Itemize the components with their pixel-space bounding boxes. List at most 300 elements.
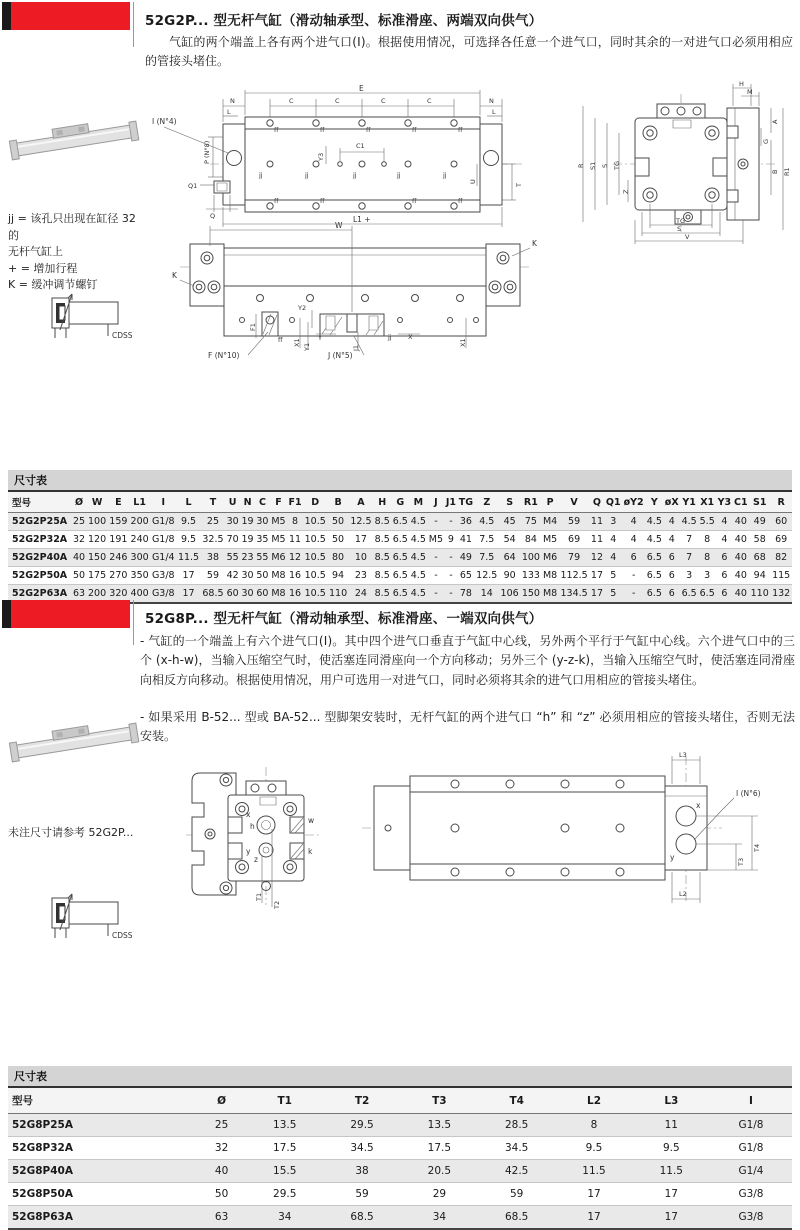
drawing-top-view-52g2p — [150, 82, 530, 234]
table-cell: 4.5 — [409, 585, 427, 604]
table-cell: 70 — [225, 531, 240, 549]
reference-note: 未注尺寸请参考 52G2P... — [8, 826, 134, 839]
port-label: y — [670, 853, 675, 862]
table-row — [8, 1206, 792, 1230]
dim-label: ff — [412, 126, 417, 134]
table-cell: 4 — [604, 531, 622, 549]
dim-label: jj — [443, 171, 447, 179]
table-cell: 5 — [604, 567, 622, 585]
table-cell: 4 — [604, 549, 622, 567]
product-photo-rodless-cylinder — [6, 700, 142, 778]
table-cell: M5 — [270, 531, 287, 549]
table-cell: 19 — [240, 531, 255, 549]
table-cell: 400 — [129, 585, 150, 604]
column-header: R1 — [520, 492, 541, 513]
table-cell: 4.5 — [475, 513, 499, 531]
table-cell: 100 — [86, 513, 107, 531]
table-cell: 34 — [401, 1206, 478, 1230]
table-cell: G1/8 — [710, 1137, 792, 1160]
marker-red-bar — [11, 600, 130, 628]
table-cell: 30 — [255, 513, 270, 531]
table-cell: M8 — [542, 585, 559, 604]
table-cell: 40 — [733, 513, 749, 531]
table-cell: 32 — [197, 1137, 246, 1160]
table-cell: 90 — [499, 567, 520, 585]
column-header: L1 — [129, 492, 150, 513]
table-cell: 32 — [72, 531, 87, 549]
table-cell: 5 — [604, 585, 622, 604]
dim-label: Y2 — [298, 304, 307, 312]
table-cell: 6.5 — [391, 585, 409, 604]
table-cell: 38 — [201, 549, 225, 567]
table-cell: G3/8 — [150, 567, 176, 585]
table-cell: 9.5 — [176, 531, 200, 549]
dim-label: T — [515, 183, 523, 187]
table-cell: 52G8P32A — [8, 1137, 197, 1160]
table-cell: 100 — [520, 549, 541, 567]
table-cell: 40 — [733, 531, 749, 549]
table-cell: 40 — [733, 549, 749, 567]
column-header: G — [391, 492, 409, 513]
table-cell: 17 — [176, 585, 200, 604]
dim-label: Q1 — [188, 182, 198, 190]
marker-divider-line — [133, 600, 134, 645]
table-cell: 16 — [287, 585, 303, 604]
table-cell: 42.5 — [478, 1160, 555, 1183]
table-cell: M5 — [542, 531, 559, 549]
cdss-sensor-pictogram — [42, 890, 142, 945]
table-cell: 106 — [499, 585, 520, 604]
dim-label: C1 — [356, 142, 365, 150]
table-row — [8, 1137, 792, 1160]
table-cell: 9.5 — [555, 1137, 632, 1160]
column-header: V — [559, 492, 590, 513]
table-cell: 59 — [323, 1183, 400, 1206]
table-cell: 35 — [255, 531, 270, 549]
table-cell: 17 — [590, 585, 605, 604]
table-cell: 11 — [590, 531, 605, 549]
dim-label: jj — [259, 171, 263, 179]
table-cell: G1/8 — [150, 513, 176, 531]
column-header: T4 — [478, 1088, 555, 1114]
table-header-row — [8, 492, 792, 513]
table-cell: 52G8P40A — [8, 1160, 197, 1183]
table-cell: 40 — [733, 585, 749, 604]
dimension-table-block-52g8p — [8, 1066, 792, 1230]
table-cell: 60 — [770, 513, 792, 531]
table-cell: 38 — [323, 1160, 400, 1183]
table-cell: 3 — [604, 513, 622, 531]
table-cell: 12 — [287, 549, 303, 567]
port-label: x — [696, 801, 701, 810]
column-header: TG — [457, 492, 474, 513]
table-cell: 13.5 — [401, 1114, 478, 1137]
dim-label: jj — [397, 171, 401, 179]
dim-label: jj — [388, 333, 392, 341]
drawing-top-view-52g8p — [350, 748, 790, 910]
dim-label: G — [762, 138, 770, 144]
table-cell: M8 — [542, 567, 559, 585]
column-header: N — [240, 492, 255, 513]
table-cell: 9 — [445, 531, 458, 549]
dim-label: F (N°10) — [208, 351, 240, 360]
dim-label: M — [747, 88, 753, 96]
column-header: D — [303, 492, 327, 513]
table-cell: 4 — [663, 513, 680, 531]
column-header: F1 — [287, 492, 303, 513]
dimension-table-52g8p — [8, 1088, 792, 1230]
table-cell: 30 — [240, 567, 255, 585]
dim-label: T4 — [753, 843, 761, 852]
table-row — [8, 1183, 792, 1206]
dim-label: N — [230, 97, 235, 105]
dim-label: S1 — [589, 161, 597, 170]
dim-label: V — [685, 233, 690, 241]
table-cell: 15.5 — [246, 1160, 323, 1183]
table-cell: 75 — [520, 513, 541, 531]
table-cell: G1/8 — [150, 531, 176, 549]
table-row — [8, 549, 792, 567]
port-label: h — [250, 822, 255, 831]
cdss-label: CDSS — [112, 331, 133, 340]
column-header: H — [373, 492, 391, 513]
table-cell: 112.5 — [559, 567, 590, 585]
table-cell: 11 — [590, 513, 605, 531]
table-cell: 4.5 — [409, 531, 427, 549]
column-header: L — [176, 492, 200, 513]
table-cell: - — [622, 585, 645, 604]
column-header: E — [108, 492, 129, 513]
table-cell: 42 — [225, 567, 240, 585]
table-cell: G3/8 — [710, 1206, 792, 1230]
column-header: J — [427, 492, 444, 513]
table-cell: 17 — [590, 567, 605, 585]
dim-label: ff — [458, 197, 463, 205]
table-cell: - — [427, 585, 444, 604]
dim-label: TG — [676, 217, 686, 225]
table-cell: 50 — [197, 1183, 246, 1206]
table-cell: 7 — [680, 531, 698, 549]
table-cell: 132 — [770, 585, 792, 604]
table-cell: 63 — [72, 585, 87, 604]
table-cell: 175 — [86, 567, 107, 585]
column-header: L2 — [555, 1088, 632, 1114]
dimension-table-52g2p — [8, 492, 792, 604]
dim-label: R — [577, 163, 585, 168]
dim-label: C — [427, 97, 432, 105]
table-cell: 52G2P25A — [8, 513, 72, 531]
column-header: 型号 — [8, 1088, 197, 1114]
table-cell: 10.5 — [303, 567, 327, 585]
table-cell: 59 — [478, 1183, 555, 1206]
table-cell: 4.5 — [645, 513, 663, 531]
column-header: U — [225, 492, 240, 513]
table-cell: 52G8P50A — [8, 1183, 197, 1206]
port-label: z — [254, 855, 258, 864]
table-cell: 11 — [287, 531, 303, 549]
table-cell: 52G2P63A — [8, 585, 72, 604]
table-header-row — [8, 1088, 792, 1114]
table-cell: 50 — [72, 567, 87, 585]
table-cell: 6.5 — [391, 531, 409, 549]
table-cell: 29 — [401, 1183, 478, 1206]
table-cell: 49 — [749, 513, 770, 531]
table-cell: 52G2P40A — [8, 549, 72, 567]
table-cell: 50 — [255, 567, 270, 585]
table-cell: 246 — [108, 549, 129, 567]
table-cell: 12 — [590, 549, 605, 567]
dim-label: L3 — [679, 751, 687, 759]
table-cell: 34.5 — [323, 1137, 400, 1160]
table-cell: M8 — [270, 567, 287, 585]
table-cell: 8 — [698, 549, 716, 567]
table-cell: - — [427, 513, 444, 531]
dim-label: Z — [622, 189, 630, 194]
table-cell: 28.5 — [478, 1114, 555, 1137]
table-cell: 8.5 — [373, 567, 391, 585]
dim-label: L — [492, 108, 496, 116]
table-cell: 115 — [770, 567, 792, 585]
port-label: k — [308, 847, 313, 856]
dim-label: U — [469, 179, 477, 184]
dim-label: Y3 — [317, 152, 325, 161]
table-cell: 8.5 — [373, 585, 391, 604]
table-cell: 4.5 — [645, 531, 663, 549]
column-header: I — [710, 1088, 792, 1114]
table-cell: 8.5 — [373, 531, 391, 549]
table-cell: 59 — [559, 513, 590, 531]
table-cell: - — [427, 567, 444, 585]
table-cell: 25 — [201, 513, 225, 531]
column-header: S1 — [749, 492, 770, 513]
table-cell: 4 — [622, 531, 645, 549]
table-cell: 68.5 — [323, 1206, 400, 1230]
table-cell: M8 — [270, 585, 287, 604]
table-cell: 17 — [555, 1206, 632, 1230]
table-cell: 6.5 — [391, 513, 409, 531]
column-header: C1 — [733, 492, 749, 513]
table-cell: M5 — [270, 513, 287, 531]
table-cell: 6 — [716, 585, 732, 604]
dim-label: TG — [613, 160, 621, 170]
table-cell: 6.5 — [645, 585, 663, 604]
dim-label: ff — [274, 197, 279, 205]
table-cell: 6.5 — [391, 567, 409, 585]
dim-label: X1 — [293, 338, 301, 347]
column-header: Y — [645, 492, 663, 513]
table-cell: G1/4 — [150, 549, 176, 567]
table-cell: 80 — [327, 549, 348, 567]
column-header: T1 — [246, 1088, 323, 1114]
table-cell: 6 — [663, 567, 680, 585]
table-cell: 17 — [633, 1206, 710, 1230]
dim-label: C — [289, 97, 294, 105]
table-cell: 12.5 — [475, 567, 499, 585]
table-cell: 150 — [86, 549, 107, 567]
table-cell: 6 — [663, 585, 680, 604]
table-cell: 10.5 — [303, 513, 327, 531]
table-cell: 40 — [197, 1160, 246, 1183]
table-row — [8, 1160, 792, 1183]
column-header: B — [327, 492, 348, 513]
table-cell: 34.5 — [478, 1137, 555, 1160]
table-cell: 133 — [520, 567, 541, 585]
table-cell: 32.5 — [201, 531, 225, 549]
table-cell: 6 — [663, 549, 680, 567]
table-cell: - — [427, 549, 444, 567]
dim-label: I (N°6) — [736, 789, 761, 798]
table-caption: 尺寸表 — [8, 1066, 792, 1088]
table-cell: - — [445, 585, 458, 604]
column-header: Ø — [72, 492, 87, 513]
table-cell: 14 — [475, 585, 499, 604]
table-cell: 25 — [72, 513, 87, 531]
table-cell: 8 — [555, 1114, 632, 1137]
table-cell: 4.5 — [409, 549, 427, 567]
table-cell: 6.5 — [645, 549, 663, 567]
table-cell: 19 — [240, 513, 255, 531]
table-cell: 8 — [698, 531, 716, 549]
table-cell: 6 — [716, 549, 732, 567]
table-cell: 23 — [240, 549, 255, 567]
drawing-end-view-52g8p — [180, 755, 330, 910]
table-cell: 4.5 — [409, 567, 427, 585]
table-row — [8, 531, 792, 549]
dim-label: T2 — [273, 900, 281, 909]
table-cell: M4 — [542, 513, 559, 531]
product-photo-rodless-cylinder — [6, 98, 142, 176]
table-cell: 54 — [499, 531, 520, 549]
table-cell: 65 — [457, 567, 474, 585]
dim-label: J1 — [352, 344, 360, 351]
column-header: T3 — [401, 1088, 478, 1114]
table-cell: 9.5 — [176, 513, 200, 531]
table-cell: 300 — [129, 549, 150, 567]
column-header: C — [255, 492, 270, 513]
table-cell: - — [445, 513, 458, 531]
column-header: I — [150, 492, 176, 513]
column-header: 型号 — [8, 492, 72, 513]
table-cell: 11 — [633, 1114, 710, 1137]
column-header: Y1 — [680, 492, 698, 513]
table-cell: 7 — [680, 549, 698, 567]
table-cell: 6 — [622, 549, 645, 567]
table-cell: G3/8 — [150, 585, 176, 604]
table-cell: 3 — [680, 567, 698, 585]
table-cell: 6 — [716, 567, 732, 585]
dim-label: I (N°4) — [152, 117, 177, 126]
column-header: Q1 — [604, 492, 622, 513]
table-cell: 4 — [716, 531, 732, 549]
dim-label: J (N°5) — [328, 351, 353, 360]
dim-label: S — [601, 163, 609, 168]
table-cell: 17.5 — [246, 1137, 323, 1160]
table-row — [8, 567, 792, 585]
table-cell: 7.5 — [475, 549, 499, 567]
table-cell: 6.5 — [680, 585, 698, 604]
column-header: X1 — [698, 492, 716, 513]
table-cell: 84 — [520, 531, 541, 549]
table-cell: 78 — [457, 585, 474, 604]
table-cell: 7.5 — [475, 531, 499, 549]
table-cell: 17 — [349, 531, 373, 549]
dim-label: ff — [274, 126, 279, 134]
port-label: x — [246, 810, 251, 819]
port-label: y — [246, 847, 251, 856]
table-cell: 159 — [108, 513, 129, 531]
table-row — [8, 1114, 792, 1137]
dim-label: A — [771, 119, 779, 124]
dim-label: ff — [366, 126, 371, 134]
table-cell: 5.5 — [698, 513, 716, 531]
table-cell: 13.5 — [246, 1114, 323, 1137]
table-cell: 52G2P50A — [8, 567, 72, 585]
table-cell: 150 — [520, 585, 541, 604]
dim-label: K — [532, 239, 537, 248]
table-cell: 350 — [129, 567, 150, 585]
column-header: P — [542, 492, 559, 513]
dim-label: R1 — [783, 167, 791, 176]
dim-label: F1 — [249, 323, 257, 331]
table-cell: 191 — [108, 531, 129, 549]
table-cell: 17 — [555, 1183, 632, 1206]
table-cell: 59 — [201, 567, 225, 585]
dim-label: S — [677, 225, 682, 233]
dim-label: Q — [210, 212, 216, 220]
table-cell: - — [622, 567, 645, 585]
table-cell: 30 — [240, 585, 255, 604]
table-cell: 17 — [633, 1183, 710, 1206]
table-cell: - — [445, 567, 458, 585]
dimension-table-block-52g2p — [8, 470, 792, 604]
table-cell: 50 — [327, 513, 348, 531]
dim-label: C — [335, 97, 340, 105]
table-cell: 52G8P25A — [8, 1114, 197, 1137]
table-cell: 17 — [176, 567, 200, 585]
table-cell: 270 — [108, 567, 129, 585]
dim-label: ff — [320, 126, 325, 134]
table-cell: 11.5 — [555, 1160, 632, 1183]
table-row — [8, 513, 792, 531]
table-cell: 68 — [749, 549, 770, 567]
dim-label: L — [227, 108, 231, 116]
table-cell: 120 — [86, 531, 107, 549]
table-cell: 10.5 — [303, 531, 327, 549]
table-cell: 29.5 — [246, 1183, 323, 1206]
table-cell: 49 — [457, 549, 474, 567]
table-cell: 24 — [349, 585, 373, 604]
dim-label: ff — [458, 126, 463, 134]
dim-label: Y — [318, 334, 322, 342]
dim-label: X — [408, 333, 413, 341]
table-cell: 60 — [225, 585, 240, 604]
table-cell: 29.5 — [323, 1114, 400, 1137]
table-cell: - — [445, 549, 458, 567]
table-cell: 11.5 — [176, 549, 200, 567]
table-cell: 10.5 — [303, 549, 327, 567]
table-cell: 11.5 — [633, 1160, 710, 1183]
table-cell: 40 — [72, 549, 87, 567]
dim-label: T1 — [255, 892, 263, 901]
table-cell: 10.5 — [303, 585, 327, 604]
table-cell: 25 — [197, 1114, 246, 1137]
dim-label: E — [359, 84, 364, 93]
table-cell: 68.5 — [478, 1206, 555, 1230]
table-cell: 52G8P63A — [8, 1206, 197, 1230]
column-header: T2 — [323, 1088, 400, 1114]
column-header: Z — [475, 492, 499, 513]
table-cell: 79 — [559, 549, 590, 567]
